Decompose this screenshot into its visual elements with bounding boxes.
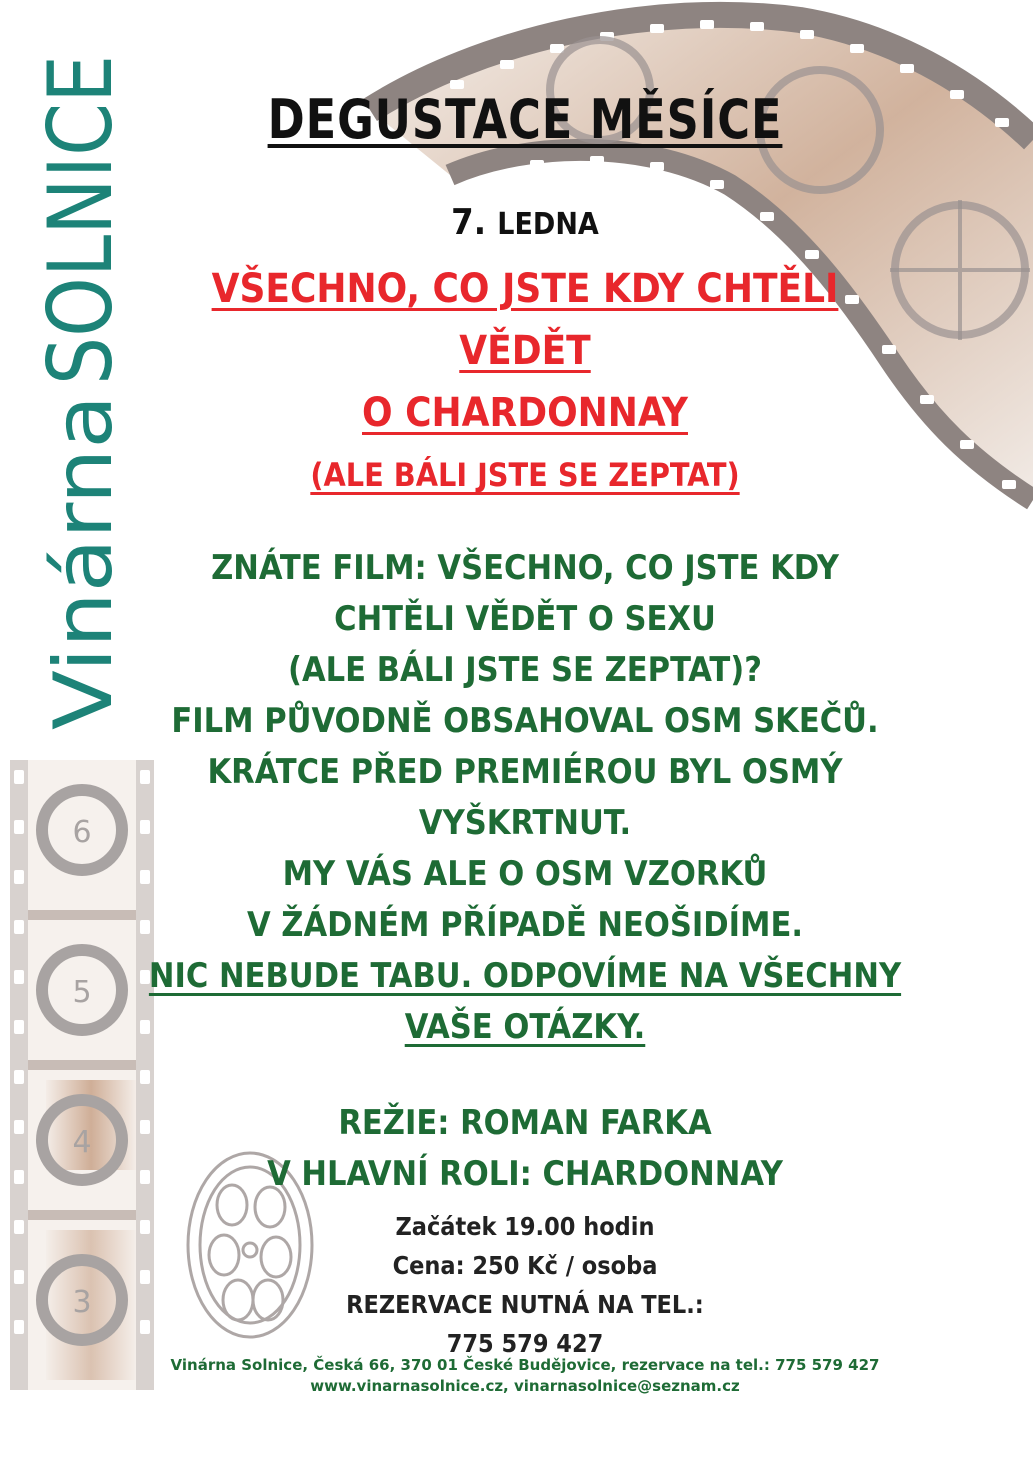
credits [140,1098,910,1200]
phone-number: 775 579 427 [446,1329,604,1358]
event-description [140,543,910,1053]
film-leader-decoration [0,760,160,1390]
film-number-6: 6 [72,815,92,850]
start-time: Začátek 19.00 hodin [395,1212,655,1241]
director-credit: REŽIE: ROMAN FARKA [338,1103,712,1143]
event-date [140,202,910,243]
film-number-4: 4 [72,1125,92,1160]
logo-word-solnice: SOLNICE [29,2,132,385]
description-line-underlined: NIC NEBUDE TABU. ODPOVÍME NA VŠECHNY [148,956,902,996]
film-number-5: 5 [72,975,92,1010]
film-number-3: 3 [72,1285,92,1320]
film-strip-decoration [330,0,1033,520]
footer [140,1355,910,1397]
description-line: MY VÁS ALE O OSM VZORKŮ [282,854,768,894]
description-line: VYŠKRTNUT. [418,803,632,843]
description-line: CHTĚLI VĚDĚT O SEXU [334,599,716,639]
footer-web: www.vinarnasolnice.cz, vinarnasolnice@seznam.cz [310,1377,740,1395]
price: Cena: 250 Kč / osoba [392,1251,658,1280]
description-line: FILM PŮVODNĚ OBSAHOVAL OSM SKEČŮ. [171,701,879,741]
headline-line-1: VŠECHNO, CO JSTE KDY CHTĚLI [211,266,839,312]
headline-line-3: O CHARDONNAY [362,390,688,436]
vinarna-solnice-logo [29,2,132,740]
description-line: ZNÁTE FILM: VŠECHNO, CO JSTE KDY [211,548,839,588]
description-line: KRÁTCE PŘED PREMIÉROU BYL OSMÝ [207,752,843,792]
page-title: DEGUSTACE MĚSÍCE [267,88,783,151]
headline-line-2: VĚDĚT [459,328,591,374]
description-line-underlined: VAŠE OTÁZKY. [404,1007,646,1047]
reservation-label: REZERVACE NUTNÁ NA TEL.: [346,1290,704,1319]
starring-credit: V HLAVNÍ ROLI: CHARDONNAY [267,1154,783,1194]
date-month: LEDNA [497,207,599,242]
headline-subtitle: (ALE BÁLI JSTE SE ZEPTAT) [310,456,740,494]
event-info [140,1207,910,1363]
logo-word-vinarna: Vinárna [37,423,130,730]
description-line: V ŽÁDNÉM PŘÍPADĚ NEOŠIDÍME. [246,905,804,945]
description-line: (ALE BÁLI JSTE SE ZEPTAT)? [288,650,762,690]
date-day: 7. [451,202,487,243]
footer-address: Vinárna Solnice, Česká 66, 370 01 České Budějovice, rezervace na tel.: 775 579 427 [170,1356,880,1374]
